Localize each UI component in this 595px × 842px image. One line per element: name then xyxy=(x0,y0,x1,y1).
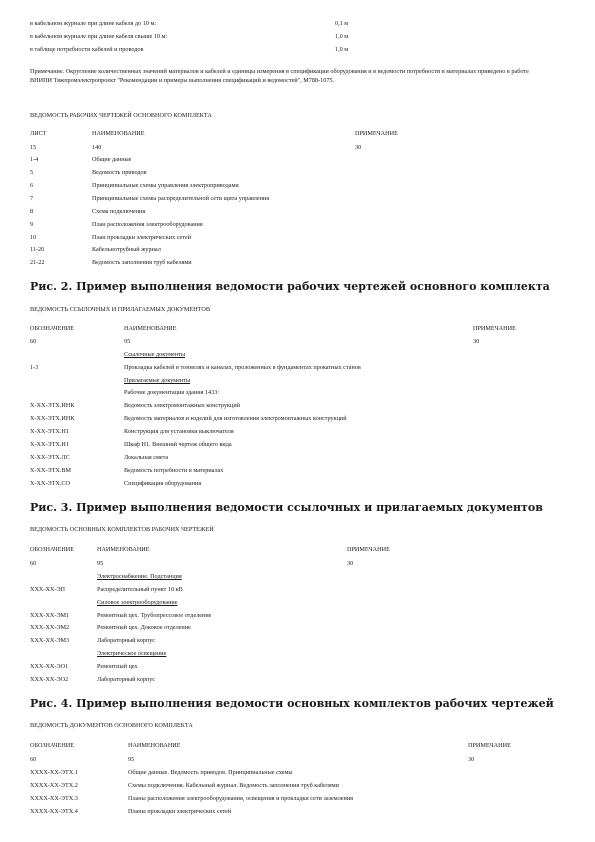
section-title: ВЕДОМОСТЬ ССЫЛОЧНЫХ И ПРИЛАГАЕМЫХ ДОКУМЕНТОВ xyxy=(30,306,210,313)
section-title: ВЕДОМОСТЬ ОСНОВНЫХ КОМПЛЕКТОВ РАБОЧИХ ЧЕРТЕЖЕЙ xyxy=(30,526,214,533)
document-name: Ведомость электромонтажных конструкций xyxy=(124,402,240,409)
sheet-number: 8 xyxy=(30,208,34,215)
document-name: Ремонтный цех. Трубопрессовое отделение xyxy=(97,612,212,619)
column-header: ПРИМЕЧАНИЕ xyxy=(347,546,390,553)
top-line-text: в кабельном журнале при длине кабеля до 10 м: xyxy=(30,20,157,27)
document-name: Распределительный пункт 10 кВ xyxy=(97,586,183,593)
document-name: Ремонтный цех xyxy=(97,663,138,670)
document-code: 1-3 xyxy=(30,364,39,371)
column-header: НАИМЕНОВАНИЕ xyxy=(92,130,145,137)
document-code: ХХХХ-ХХ-ЭТХ.2 xyxy=(30,782,78,789)
group-heading: Силовое электрооборудование xyxy=(97,599,178,606)
document-name: Лабораторный корпус xyxy=(97,637,156,644)
column-header: НАИМЕНОВАНИЕ xyxy=(97,546,150,553)
document-code: ХХХ-ХХ-ЭО1 xyxy=(30,663,69,670)
sheet-name: План прокладки электрических сетей xyxy=(92,234,192,241)
group-heading: Прилагаемые документы xyxy=(124,377,191,384)
document-code: ХХХ-ХХ-ЭМ3 xyxy=(30,637,70,644)
document-name: Прокладка кабелей в тоннелях и каналах, проложенных в фундаментах прокатных станов xyxy=(124,364,361,371)
column-header: ЛИСТ xyxy=(30,130,47,137)
column-header: ОБОЗНАЧЕНИЕ xyxy=(30,742,75,749)
column-header: ПРИМЕЧАНИЕ xyxy=(468,742,511,749)
document-code: Х-ХХ-ЭТХ.Н1 xyxy=(30,428,69,435)
sheet-name: Кабельнотрубный журнал xyxy=(92,246,161,253)
sheet-name: Принципиальные схемы управления электроприводами xyxy=(92,182,239,189)
figure-caption: Рис. 3. Пример выполнения ведомости ссылочных и прилагаемых документов xyxy=(30,501,543,514)
column-width: 60 xyxy=(30,560,37,567)
group-heading: Электроснабжение. Подстанция xyxy=(97,573,182,580)
column-width: 30 xyxy=(355,144,362,151)
column-width: 30 xyxy=(347,560,354,567)
document-name: Схемы подключения. Кабельный журнал. Ведомость заполнения труб кабелями xyxy=(128,782,339,789)
document-name: Спецификация оборудования xyxy=(124,480,202,487)
sheet-number: 6 xyxy=(30,182,34,189)
document-code: ХХХХ-ХХ-ЭТХ.4 xyxy=(30,808,78,815)
document-code: Х-ХХ-ЭТХ.ИНК xyxy=(30,415,75,422)
document-code: ХХХ-ХХ-ЭМ1 xyxy=(30,612,70,619)
document-code: Х-ХХ-ЭТХ.Н1 xyxy=(30,441,69,448)
document-name: Ремонтный цех. Доковое отделение xyxy=(97,624,191,631)
column-header: ПРИМЕЧАНИЕ xyxy=(355,130,398,137)
top-line-value: 1,0 м xyxy=(335,46,349,53)
document-name: Локальная смета xyxy=(124,454,169,461)
sheet-number: 11-20 xyxy=(30,246,45,253)
top-line-text: в кабельном журнале при длине кабеля свыше 10 м: xyxy=(30,33,168,40)
document-name: Лабораторный корпус xyxy=(97,676,156,683)
figure-caption: Рис. 2. Пример выполнения ведомости рабочих чертежей основного комплекта xyxy=(30,280,550,293)
document-code: ХХХХ-ХХ-ЭТХ.3 xyxy=(30,795,78,802)
document-name: Рабочие документация здания 1433: xyxy=(124,389,220,396)
sheet-name: Схема подключения xyxy=(92,208,146,215)
sheet-number: 7 xyxy=(30,195,34,202)
column-header: НАИМЕНОВАНИЕ xyxy=(128,742,181,749)
document-code: Х-ХХ-ЭТХ.ВМ xyxy=(30,467,72,474)
column-header: ОБОЗНАЧЕНИЕ xyxy=(30,546,75,553)
section-title: ВЕДОМОСТЬ РАБОЧИХ ЧЕРТЕЖЕЙ ОСНОВНОГО КОМПЛЕКТА xyxy=(30,112,212,119)
column-header: ПРИМЕЧАНИЕ xyxy=(473,325,516,332)
sheet-number: 5 xyxy=(30,169,34,176)
document-code: ХХХ-ХХ-ЭМ2 xyxy=(30,624,70,631)
document-code: ХХХ-ХХ-ЭП xyxy=(30,586,66,593)
sheet-number: 21-22 xyxy=(30,259,45,266)
sheet-number: 1-4 xyxy=(30,156,39,163)
document-name: Планы расположения электрооборудования, освещения и прокладки сети заземления xyxy=(128,795,354,802)
column-width: 15 xyxy=(30,144,37,151)
document-code: Х-ХХ-ЭТХ.ЛС xyxy=(30,454,70,461)
sheet-name: Принципиальные схемы распределительной сети щита управления xyxy=(92,195,270,202)
column-width: 140 xyxy=(92,144,102,151)
sheet-name: Общие данные xyxy=(92,156,132,163)
document-name: Планы прокладки электрических сетей xyxy=(128,808,232,815)
column-width: 95 xyxy=(97,560,104,567)
document-code: Х-ХХ-ЭТХ.ИНК xyxy=(30,402,75,409)
document-name: Ведомость потребности в материалах xyxy=(124,467,224,474)
sheet-number: 10 xyxy=(30,234,37,241)
column-width: 30 xyxy=(473,338,480,345)
sheet-name: Ведомость приводов xyxy=(92,169,147,176)
sheet-name: План расположения электрооборудования xyxy=(92,221,203,228)
top-line-text: в таблице потребности кабелей и проводов xyxy=(30,46,144,53)
sheet-number: 9 xyxy=(30,221,34,228)
column-header: НАИМЕНОВАНИЕ xyxy=(124,325,177,332)
document-name: Конструкция для установки выключателя xyxy=(124,428,234,435)
document-code: ХХХХ-ХХ-ЭТХ.1 xyxy=(30,769,78,776)
column-width: 95 xyxy=(124,338,131,345)
top-line-value: 1,0 м xyxy=(335,33,349,40)
document-code: Х-ХХ-ЭТХ.СО xyxy=(30,480,71,487)
document-name: Общие данные. Ведомость приводов. Принципиальные схемы xyxy=(128,769,293,776)
section-title: ВЕДОМОСТЬ ДОКУМЕНТОВ ОСНОВНОГО КОМПЛЕКТА xyxy=(30,722,193,729)
group-heading: Электрическое освещение xyxy=(97,650,167,657)
column-header: ОБОЗНАЧЕНИЕ xyxy=(30,325,75,332)
note-paragraph: Примечание. Округление количественных значений материалов и кабелей и единицы измерения в спецификации оборудования и в ведомости потребности в материалах приведено в работе ВНИПИ Тяжпромэлектропроект "Рекомендации и примеры выполнения спецификаций и ведомостей", М788-1075. xyxy=(30,68,529,84)
column-width: 95 xyxy=(128,756,135,763)
figure-caption: Рис. 4. Пример выполнения ведомости основных комплектов рабочих чертежей xyxy=(30,697,554,710)
top-line-value: 0,1 м xyxy=(335,20,349,27)
document-name: Шкаф Н1. Внешний чертеж общего вида xyxy=(124,441,232,448)
document-code: ХХХ-ХХ-ЭО2 xyxy=(30,676,69,683)
group-heading: Ссылочные документы xyxy=(124,351,186,358)
column-width: 60 xyxy=(30,338,37,345)
sheet-name: Ведомость заполнения труб кабелями xyxy=(92,259,192,266)
column-width: 30 xyxy=(468,756,475,763)
column-width: 60 xyxy=(30,756,37,763)
document-name: Ведомость материалов и изделий для изготовления электромонтажных конструкций xyxy=(124,415,347,422)
